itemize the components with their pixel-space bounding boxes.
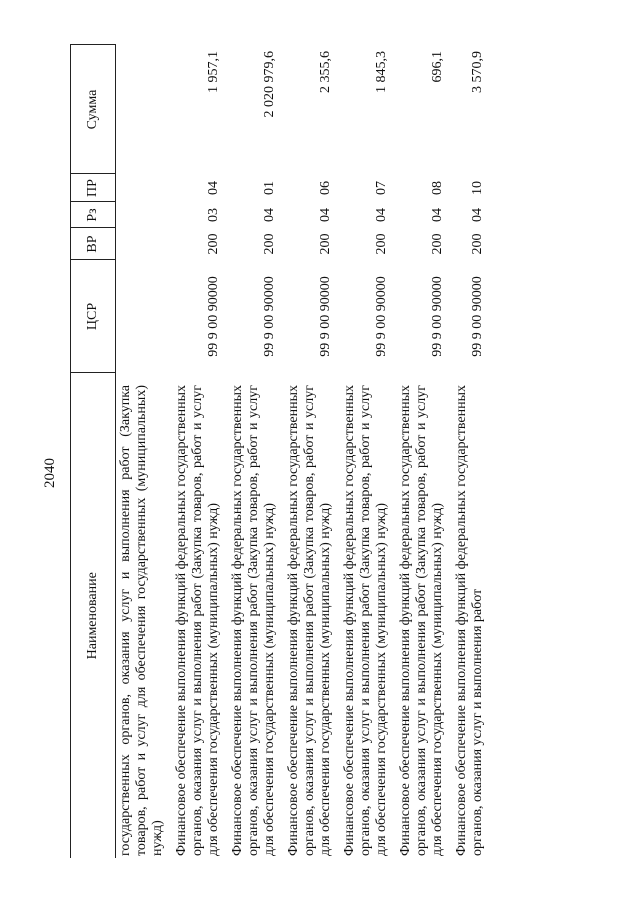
- table-row: [451, 45, 491, 858]
- header-vr: ВР: [71, 228, 116, 260]
- header-rz: Рз: [71, 202, 116, 228]
- cell-name: Финансовое обеспечение выполнения функций федеральных государственных органов, оказания услуг и выполнения работ (Закупка товаров, работ и услуг для обеспечения государственных (муниципальных) нужд): [174, 385, 221, 856]
- cell-vr: 200: [318, 233, 333, 255]
- cell-pr: 04: [206, 181, 221, 195]
- header-pr: ПР: [71, 174, 116, 202]
- cell-sum: 2 020 979,6: [262, 51, 277, 118]
- cell-pr: 10: [470, 181, 485, 195]
- cell-rz: 04: [318, 208, 333, 222]
- cell-rz: 03: [206, 208, 221, 222]
- cell-vr: 200: [430, 233, 445, 255]
- cell-vr: 200: [374, 233, 389, 255]
- rotated-page-content: [70, 45, 598, 858]
- cell-vr: 200: [470, 233, 485, 255]
- cell-pr: 07: [374, 181, 389, 195]
- cell-vr: 200: [206, 233, 221, 255]
- cell-csr: 99 9 00 90000: [318, 276, 333, 357]
- cell-csr: 99 9 00 90000: [206, 276, 221, 357]
- cell-sum: 1 845,3: [374, 51, 389, 93]
- table-row: [283, 45, 339, 858]
- cell-name: Финансовое обеспечение выполнения функций федеральных государственных органов, оказания услуг и выполнения работ (Закупка товаров, работ и услуг для обеспечения государственных (муниципальных) нужд): [342, 385, 389, 856]
- cell-pr: 08: [430, 181, 445, 195]
- cell-vr: 200: [262, 233, 277, 255]
- cell-name: Финансовое обеспечение выполнения функций федеральных государственных органов, оказания услуг и выполнения работ (Закупка товаров, работ и услуг для обеспечения государственных (муниципальных) нужд): [286, 385, 333, 856]
- cell-csr: [116, 260, 172, 373]
- header-csr: ЦСР: [71, 260, 116, 373]
- page-number: 2040: [42, 458, 58, 488]
- cell-name: Финансовое обеспечение выполнения функций федеральных государственных органов, оказания услуг и выполнения работ (Закупка товаров, работ и услуг для обеспечения государственных (муниципальных) нужд): [398, 385, 445, 856]
- table-body: [116, 45, 492, 858]
- header-name: Наименование: [71, 373, 116, 858]
- cell-sum: 1 957,1: [206, 51, 221, 93]
- cell-pr: 01: [262, 181, 277, 195]
- table-row: [171, 45, 227, 858]
- cell-csr: 99 9 00 90000: [374, 276, 389, 357]
- cell-name: государственных органов, оказания услуг и выполнения работ (Закупка товаров, работ и услуг для обеспечения государственных (муниципальных) нужд): [118, 385, 165, 856]
- cell-sum: [116, 45, 172, 174]
- table-row: [339, 45, 395, 858]
- table-row: [227, 45, 283, 858]
- cell-name: Финансовое обеспечение выполнения функций федеральных государственных органов, оказания услуг и выполнения работ (Закупка товаров, работ и услуг для обеспечения государственных (муниципальных) нужд): [230, 385, 277, 856]
- cell-rz: 04: [262, 208, 277, 222]
- cell-csr: 99 9 00 90000: [470, 276, 485, 357]
- cell-rz: 04: [470, 208, 485, 222]
- cell-vr: [116, 228, 172, 260]
- cell-sum: 3 570,9: [470, 51, 485, 93]
- cell-pr: [116, 174, 172, 202]
- budget-table: [70, 45, 491, 859]
- cell-sum: 2 355,6: [318, 51, 333, 93]
- table-row: [395, 45, 451, 858]
- cell-sum: 696,1: [430, 51, 445, 83]
- cell-rz: [116, 202, 172, 228]
- header-sum: Сумма: [71, 45, 116, 174]
- cell-rz: 04: [374, 208, 389, 222]
- cell-name: Финансовое обеспечение выполнения функций федеральных государственных органов, оказания услуг и выполнения работ: [454, 385, 485, 856]
- cell-rz: 04: [430, 208, 445, 222]
- cell-pr: 06: [318, 181, 333, 195]
- table-row: [116, 45, 172, 858]
- cell-csr: 99 9 00 90000: [430, 276, 445, 357]
- table-header-row: [71, 45, 116, 858]
- cell-csr: 99 9 00 90000: [262, 276, 277, 357]
